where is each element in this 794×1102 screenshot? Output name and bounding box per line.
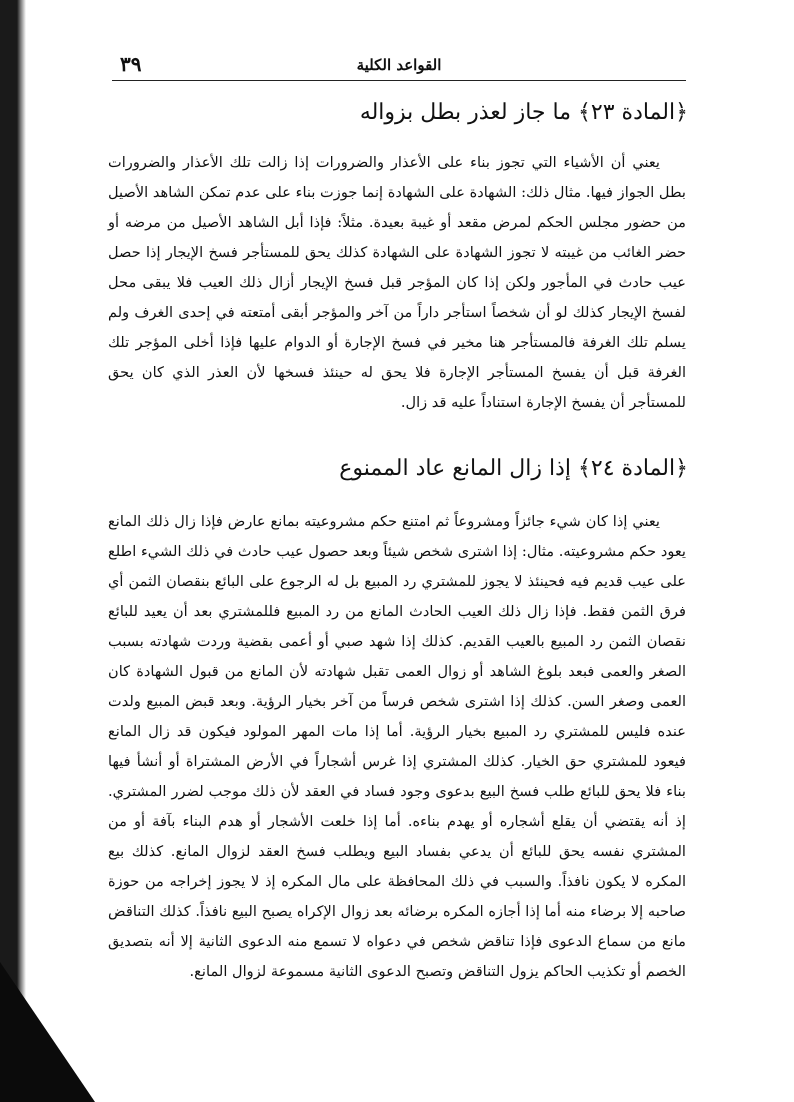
article-24-body: يعني إذا كان شيء جائزاً ومشروعاً ثم امتنع حكم مشروعيته بمانع عارض فإذا زال ذلك المانع يعود حكم مشروعيته. مثال: إذا اشترى شخص شيئاً وبعد حصول عيب حادث في ذلك الشيء اطلع على عيب قديم فيه فحينئذ لا يجوز للمشتري رد المبيع بل له الرجوع على البائع بنقصان الثمن أي فرق الثمن فقط. فإذا زال ذلك العيب الحادث المانع من رد المبيع فللمشتري بعد أن يعيد للبائع نقصان الثمن رد المبيع بالعيب القديم. كذلك إذا شهد صبي أو أعمى بقضية وردت شهادته بسبب الصغر والعمى فبعد بلوغ الشاهد أو زوال العمى تقبل شهادته لأن المانع من قبول الشهادة كان العمى وصغر السن. كذلك إذا اشترى شخص فرساً من آخر بخيار الرؤية. وبعد قبض المبيع ولدت عنده فليس للمشتري رد المبيع بخيار الرؤية. أما إذا مات المهر المولود فيكون قد زال المانع فيعود للمشتري حق الخيار. كذلك المشتري إذا غرس أشجاراً في الأرض المشتراة أو أنشأ فيها بناء فلا يحق للبائع طلب فسخ البيع بدعوى وجود فساد في العقد لأن ذلك موجب لضرر المشتري. إذ أنه يقتضي أن يقلع أشجاره أو يهدم بناءه. أما إذا خلعت الأشجار أو هدم البناء بآفة أو من المشتري نفسه يحق للبائع أن يدعي بفساد البيع ويطلب فسخ العقد لزوال المانع. كذلك بيع المكره لا يكون نافذاً. والسبب في ذلك المحافظة على مال المكره إذ لا يجوز إخراجه من حوزة صاحبه إلا برضاء منه أما إذا أجازه المكره برضائه بعد زوال الإكراه يصبح البيع نافذاً. كذلك التناقض مانع من سماع الدعوى فإذا تناقض شخص في دعواه لا تسمع منه الدعوى الثانية إلا أنه بتصديق الخصم أو تكذيب الحاكم يزول التناقض وتصبح الدعوى الثانية مسموعة لزوال المانع. xyxy=(108,513,686,980)
running-header-title: القواعد الكلية xyxy=(356,56,442,74)
scan-corner-shadow xyxy=(0,962,95,1102)
scan-binding-shadow xyxy=(0,0,26,1102)
article-23-body: يعني أن الأشياء التي تجوز بناء على الأعذار والضرورات إذا زالت تلك الأعذار والضرورات بطل الجواز فيها. مثال ذلك: الشهادة على الشهادة إنما جوزت بناء على عدم تمكن الشاهد الأصيل من حضور مجلس الحكم لمرض مقعد أو غيبة بعيدة. مثلاً: فإذا أبل الشاهد الأصيل من مرضه أو حضر الغائب من غيبته لا تجوز الشهادة على الشهادة كذلك يحق للمستأجر فسخ الإيجار إذا حصل عيب حادث في المأجور ولكن إذا كان المؤجر قبل فسخ الإيجار أزال ذلك العيب فلا يبقى محل لفسخ الإيجار كذلك لو أن شخصاً استأجر داراً من آخر والمؤجر أبقى أمتعته في إحدى الغرف ولم يسلم تلك الغرفة فالمستأجر هنا مخير في فسخ الإجارة أو الدوام عليها فإذا أخلى المؤجر تلك الغرفة قبل أن يفسخ المستأجر الإجارة فلا يحق له حينئذ فسخها لأن العذر الذي كان يحق للمستأجر أن يفسخ الإجارة استناداً عليه قد زال. xyxy=(108,154,686,411)
page-number: ٣٩ xyxy=(120,52,142,76)
article-24-heading: ﴿المادة ٢٤﴾ إذا زال المانع عاد الممنوع xyxy=(339,456,688,481)
running-header xyxy=(112,52,686,81)
article-23-heading: ﴿المادة ٢٣﴾ ما جاز لعذر بطل بزواله xyxy=(359,100,688,125)
